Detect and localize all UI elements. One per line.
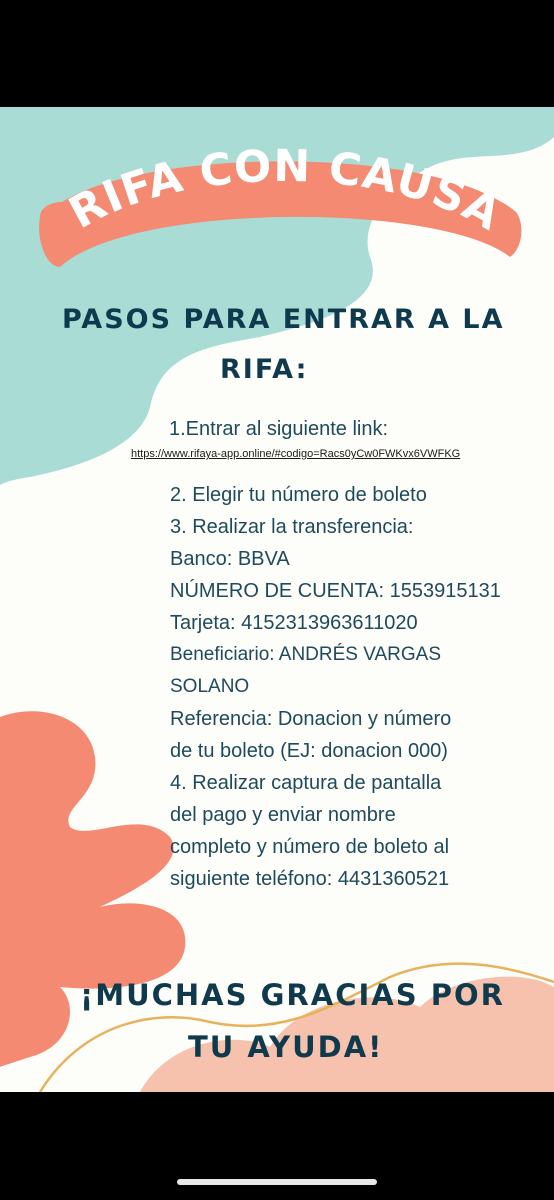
steps-list [170,479,550,895]
home-indicator[interactable] [177,1179,377,1185]
step-line: Referencia: Donacion y número [170,708,452,730]
step-line: SOLANO [170,676,250,697]
steps-heading [0,295,554,395]
step-line: completo y número de boleto al [170,836,450,858]
step-line: 4. Realizar captura de pantalla [170,772,442,794]
steps-heading-line2: RIFA: [220,354,309,385]
banner-title: RIFA CON CAUSA [60,140,510,241]
step-line: siguiente teléfono: 4431360521 [170,868,450,890]
thanks-line2: TU AYUDA! [188,1030,384,1064]
thanks-message [0,969,554,1073]
step1-text: 1.Entrar al siguiente link: [169,418,389,440]
step-line: Beneficiario: ANDRÉS VARGAS [170,644,442,665]
raffle-poster [0,107,554,1092]
step-line: 3. Realizar la transferencia: [170,516,414,538]
step-line: Tarjeta: 4152313963611020 [170,612,418,634]
step-line: de tu boleto (EJ: donacion 000) [170,740,448,762]
raffle-link[interactable]: https://www.rifaya-app.online/#codigo=Racs0yCw0FWKvx6VWFKG [131,448,461,460]
steps-heading-line1: PASOS PARA ENTRAR A LA [62,304,505,335]
step-line: NÚMERO DE CUENTA: 1553915131 [170,580,501,602]
step-line: del pago y enviar nombre [170,804,396,826]
step-line: 2. Elegir tu número de boleto [170,484,427,506]
thanks-line1: ¡MUCHAS GRACIAS POR [80,978,505,1012]
step-line: Banco: BBVA [170,548,290,570]
